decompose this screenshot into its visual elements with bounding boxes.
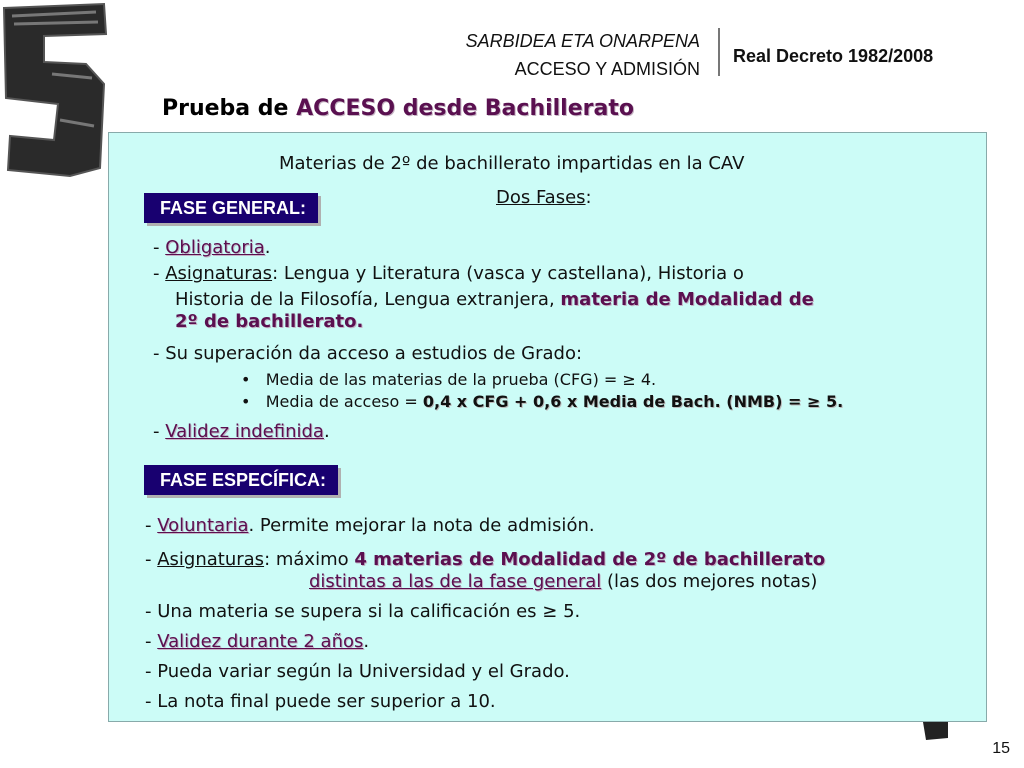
specific-asignaturas-line1 — [145, 549, 825, 571]
specific-asig-b: 4 materias de Modalidad de 2º de bachillerato — [354, 549, 826, 570]
specific-validez-dash: - — [145, 631, 158, 652]
specific-validez-end: . — [363, 631, 370, 652]
specific-validez-text: Validez durante 2 años — [157, 631, 364, 652]
general-asignaturas-line2 — [175, 289, 814, 311]
general-obligatoria-dash: - — [153, 237, 166, 258]
specific-supera: - Una materia se supera si la calificación es ≥ 5. — [145, 601, 581, 622]
header-spanish-title: ACCESO Y ADMISIÓN — [514, 59, 700, 79]
general-asig-line3: 2º de bachillerato. — [175, 311, 364, 332]
specific-asig-label: Asignaturas — [157, 549, 265, 570]
brand-logo — [0, 0, 110, 180]
header-divider — [718, 28, 720, 76]
specific-asignaturas-line2 — [309, 571, 817, 593]
phases-label: Dos Fases — [496, 187, 586, 208]
specific-variar: - Pueda variar según la Universidad y el Grado. — [145, 661, 570, 682]
general-obligatoria-text: Obligatoria — [165, 237, 265, 258]
general-asig-line2-a: Historia de la Filosofía, Lengua extranjera, — [175, 289, 561, 310]
general-bullet-2-a: Media de acceso = — [265, 392, 423, 411]
phases-heading — [496, 187, 592, 209]
bullet-dot: • — [241, 370, 266, 389]
general-superacion: - Su superación da acceso a estudios de Grado: — [153, 343, 583, 364]
general-bullet-1 — [241, 369, 656, 391]
general-validez-end: . — [323, 421, 330, 442]
page-number: 15 — [992, 740, 1010, 757]
specific-asig-a: : máximo — [264, 549, 355, 570]
general-bullet-1-text: Media de las materias de la prueba (CFG) = ≥ 4. — [265, 370, 657, 389]
specific-phase-label: FASE ESPECÍFICA: — [144, 465, 338, 495]
phases-suffix: : — [585, 187, 592, 208]
slide-title — [162, 96, 634, 121]
specific-voluntaria — [145, 515, 595, 537]
specific-voluntaria-dash: - — [145, 515, 158, 536]
specific-asig-dash: - — [145, 549, 158, 570]
specific-nota: - La nota final puede ser superior a 10. — [145, 691, 496, 712]
general-validez-text: Validez indefinida — [165, 421, 324, 442]
general-validez-dash: - — [153, 421, 166, 442]
general-validez — [153, 421, 330, 443]
specific-asig-line2-b: (las dos mejores notas) — [601, 571, 818, 592]
general-asignaturas-line1 — [153, 263, 744, 285]
general-asig-line2-b: materia de Modalidad de — [560, 289, 814, 310]
general-asig-rest: : Lengua y Literatura (vasca y castellana), Historia o — [272, 263, 744, 284]
specific-voluntaria-text: Voluntaria — [157, 515, 249, 536]
specific-asig-line2-a: distintas a las de la fase general — [309, 571, 602, 592]
decree-label: Real Decreto 1982/2008 — [733, 46, 934, 66]
bullet-dot: • — [241, 392, 266, 411]
specific-validez — [145, 631, 369, 653]
general-obligatoria — [153, 237, 271, 259]
subject-line: Materias de 2º de bachillerato impartidas en la CAV — [279, 153, 745, 174]
general-bullet-2 — [241, 391, 843, 413]
general-asignaturas-line3 — [175, 311, 363, 333]
header-basque-title: SARBIDEA ETA ONARPENA — [465, 31, 700, 51]
general-bullet-2-b: 0,4 x CFG + 0,6 x Media de Bach. (NMB) = ≥ 5. — [422, 392, 844, 411]
content-panel — [108, 132, 987, 722]
title-prefix: Prueba de — [162, 96, 297, 121]
title-accent: ACCESO desde Bachillerato — [296, 96, 634, 121]
general-phase-label: FASE GENERAL: — [144, 193, 318, 223]
general-asig-dash: - — [153, 263, 166, 284]
general-obligatoria-end: . — [264, 237, 271, 258]
general-asig-label: Asignaturas — [165, 263, 273, 284]
specific-voluntaria-rest: . Permite mejorar la nota de admisión. — [248, 515, 595, 536]
